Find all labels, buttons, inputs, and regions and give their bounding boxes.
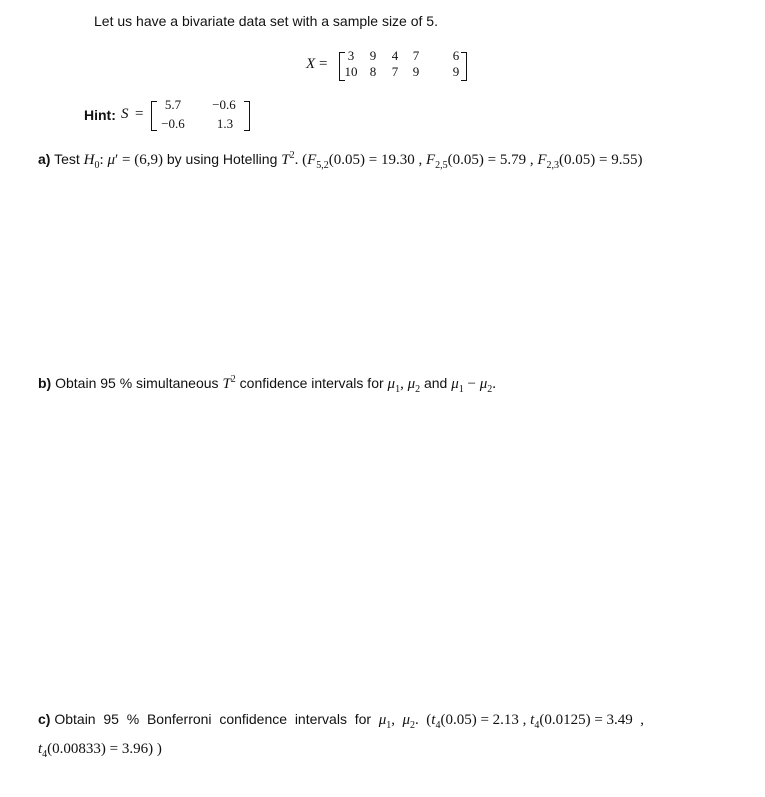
matrix-s-cell: −0.6 xyxy=(161,116,185,131)
part-b-text: Obtain 95 % simultaneous xyxy=(55,375,219,391)
part-b-label: b) xyxy=(38,375,52,391)
mu-list: $\mu_1$, $\mu_2$ xyxy=(387,376,421,395)
part-c-text: Obtain 95 % Bonferroni confidence intervals for xyxy=(54,711,372,727)
part-a-text: Test xyxy=(54,151,80,167)
t-critical-value: (0.05) = 2.13 xyxy=(440,712,519,728)
part-b-and: and xyxy=(423,375,448,391)
matrix-x-cell: 10 xyxy=(344,64,358,79)
part-c-line1: c) Obtain 95 % Bonferroni confidence intervals for $\mu_1$, $\mu_2$. ($t_4(0.05) = 2.13$ , $t_4(0.0125) = 3.49$ , xyxy=(38,711,645,731)
matrix-x-cell: 6 xyxy=(452,48,460,63)
matrix-x-cell: 7 xyxy=(412,48,420,63)
f-critical-value: (0.05) = 5.79 xyxy=(447,152,527,168)
matrix-x-cell: 3 xyxy=(347,48,355,63)
equals-sign: = xyxy=(135,106,144,122)
equals-sign: = xyxy=(319,56,328,72)
t-symbol: $t_4$ xyxy=(38,741,48,760)
part-b xyxy=(38,375,496,393)
t-squared-symbol: $T^2$. ($F_{5,2}$ xyxy=(281,150,329,171)
t-critical-value: (0.0125) = 3.49 xyxy=(539,712,633,728)
part-a-label: a) xyxy=(38,151,51,167)
t-critical-value: (0.00833) = 3.96 xyxy=(47,741,149,757)
hint-label: Hint: xyxy=(84,107,116,123)
mu-difference: $\mu_1 - \mu_2$. xyxy=(451,376,497,395)
matrix-x-symbol: X xyxy=(306,56,316,72)
matrix-s-cell: −0.6 xyxy=(212,97,236,112)
part-b-text2: confidence intervals for xyxy=(239,375,384,391)
hint-symbol: S xyxy=(121,106,129,122)
t-squared-symbol: $T^2$ xyxy=(222,374,236,392)
matrix-x-cell: 7 xyxy=(391,64,399,79)
matrix-s-cell: 5.7 xyxy=(164,97,182,112)
part-c-line2: $t_4(0.00833) = 3.96$) ) xyxy=(38,741,162,760)
f-critical-value: (0.05) = 19.30 xyxy=(328,152,415,168)
part-c-label: c) xyxy=(38,711,51,727)
matrix-x-cell: 8 xyxy=(369,64,377,79)
f-critical-value: (0.05) = 9.55 xyxy=(559,152,638,168)
matrix-x-cell: 4 xyxy=(391,48,399,63)
matrix-x-cell: 9 xyxy=(452,64,460,79)
intro-text: Let us have a bivariate data set with a sample size of 5. xyxy=(94,13,438,29)
matrix-x-cell: 9 xyxy=(412,64,420,79)
hypothesis-value: (6,9) xyxy=(134,152,163,168)
matrix-x-cell: 9 xyxy=(369,48,377,63)
matrix-s-cell: 1.3 xyxy=(216,116,234,131)
hypothesis-expression: $H_0$: μ′ = xyxy=(83,152,135,171)
part-a: a) Test $H_0$: μ′ = (6,9) by using Hotelling $T^2$. ($F_{5,2}(0.05) = 19.30$ , $F_{2,5}(0.05) = 5.79$ , $F_{2,3}(0.05) = 9.55$) xyxy=(38,150,643,171)
part-a-method: by using Hotelling xyxy=(166,151,278,167)
mu-list: $\mu_1$, $\mu_2$. ($t_4$ xyxy=(378,712,441,731)
